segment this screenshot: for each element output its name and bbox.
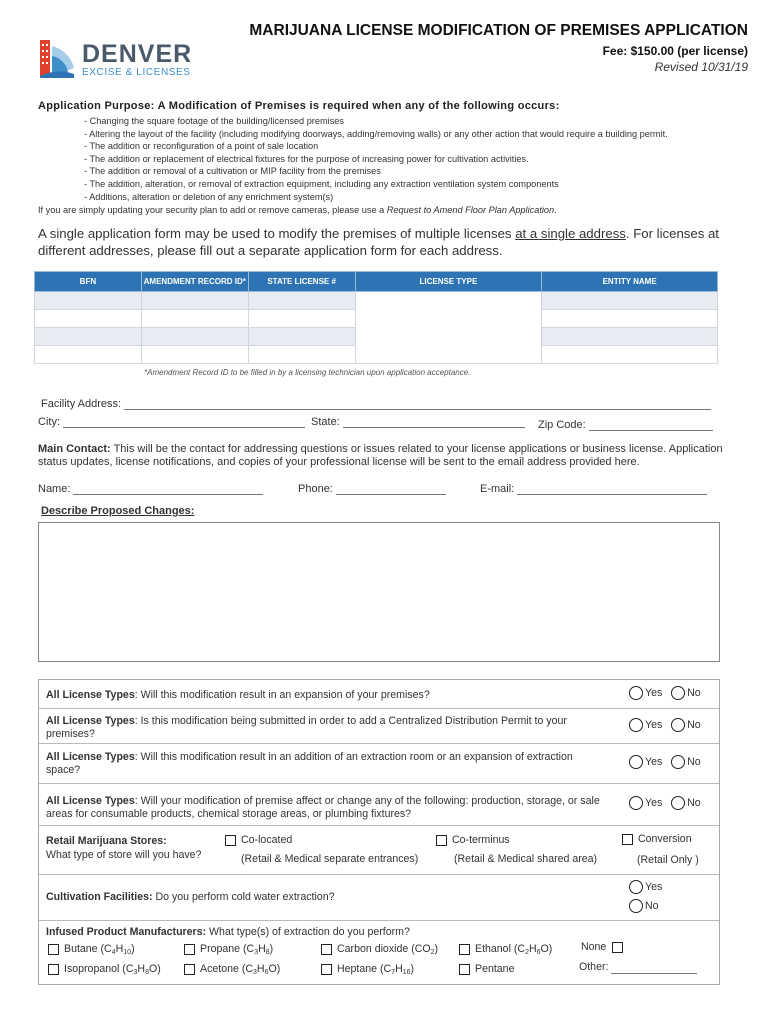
license-table — [34, 271, 718, 364]
fee-text: Fee: $150.00 (per license) — [602, 44, 748, 58]
question-label: All License Types — [46, 715, 135, 727]
facility-address-row — [41, 398, 711, 410]
yes-radio[interactable] — [629, 796, 643, 810]
state-license-cell[interactable] — [248, 310, 355, 328]
main-contact-body: This will be the contact for addressing questions or issues related to your license applications or business license. Application status updates, license notifications, and copies of your professional license will be sent to the email address provided here. — [38, 443, 723, 468]
revised-date: Revised 10/31/19 — [654, 60, 748, 74]
note-prefix: If you are simply updating your security plan to add or remove cameras, please use a — [38, 205, 387, 215]
no-radio[interactable] — [671, 755, 685, 769]
describe-changes-textarea[interactable] — [38, 522, 720, 662]
co2-checkbox[interactable] — [321, 944, 332, 955]
propane-label: Propane $(C_3H_8)$ — [200, 943, 274, 956]
propane-checkbox[interactable] — [184, 944, 195, 955]
entity-name-cell[interactable] — [542, 292, 718, 310]
note-suffix: . — [554, 205, 557, 215]
entity-name-cell[interactable] — [542, 346, 718, 364]
phone-row — [298, 483, 446, 495]
yes-label: Yes — [645, 796, 663, 809]
state-label: State: — [311, 416, 340, 428]
purpose-title: Application Purpose: A Modification of Premises is required when any of the following occurs: — [38, 100, 560, 112]
no-radio[interactable] — [671, 718, 685, 732]
retail-question: What type of store will you have? — [46, 849, 202, 861]
amendment-id-cell[interactable] — [141, 310, 248, 328]
question-production-storage — [39, 784, 719, 826]
acetone-checkbox[interactable] — [184, 964, 195, 975]
purpose-item: - The addition or replacement of electrical fixtures for the purpose of increasing power for cultivation activities. — [84, 153, 529, 164]
amendment-id-cell[interactable] — [141, 346, 248, 364]
amendment-id-cell[interactable] — [141, 292, 248, 310]
yes-label: Yes — [645, 686, 663, 699]
question-text: : Will this modification result in an addition of an extraction room or an expansion of extraction space? — [46, 751, 573, 776]
pentane-checkbox[interactable] — [459, 964, 470, 975]
yes-label: Yes — [645, 718, 663, 731]
email-row — [480, 483, 707, 495]
bfn-cell[interactable] — [35, 328, 142, 346]
retail-label: Retail Marijuana Stores: — [46, 835, 167, 847]
co-terminus-checkbox[interactable] — [436, 835, 447, 846]
describe-changes-label: Describe Proposed Changes: — [41, 505, 195, 517]
co2-label: Carbon dioxide $(CO_2)$ — [337, 943, 439, 956]
city-row — [38, 416, 305, 428]
email-field[interactable] — [517, 483, 707, 495]
yes-label: Yes — [645, 880, 663, 893]
ethanol-label: Ethanol $(C_2H_6O)$ — [475, 943, 553, 956]
license-table-header — [35, 272, 718, 292]
intro-part1: A single application form may be used to modify the premises of multiple licenses — [38, 226, 516, 241]
logo-subtitle: EXCISE & LICENSES — [82, 67, 191, 78]
question-extraction-room — [39, 744, 719, 784]
butane-checkbox[interactable] — [48, 944, 59, 955]
yes-no-group — [629, 755, 701, 769]
isopropanol-label: Isopropanol $(C_3H_8O)$ — [64, 963, 161, 976]
bfn-cell[interactable] — [35, 346, 142, 364]
cultivation-row — [39, 875, 719, 921]
heptane-label: Heptane $(C_7H_{16})$ — [337, 963, 415, 976]
city-label: City: — [38, 416, 60, 428]
no-label: No — [687, 796, 701, 809]
no-radio[interactable] — [671, 796, 685, 810]
city-field[interactable] — [63, 416, 305, 428]
table-row — [35, 292, 718, 310]
intro-part2: . For licenses at different addresses, please fill out a separate application form for each address. — [38, 226, 719, 258]
no-label: No — [687, 718, 701, 731]
yes-radio[interactable] — [629, 880, 643, 894]
question-label: All License Types — [46, 751, 135, 763]
cultivation-label: Cultivation Facilities: — [46, 891, 153, 903]
questions-table — [38, 679, 720, 985]
bfn-cell[interactable] — [35, 292, 142, 310]
entity-name-cell[interactable] — [542, 310, 718, 328]
security-plan-note — [38, 205, 557, 215]
other-field[interactable] — [611, 962, 697, 974]
butane-label: Butane $(C_4H_{10})$ — [64, 943, 135, 956]
yes-radio[interactable] — [629, 755, 643, 769]
co-terminus-label: Co-terminus — [452, 834, 510, 846]
retail-stores-row — [39, 826, 719, 875]
isopropanol-checkbox[interactable] — [48, 964, 59, 975]
phone-label: Phone: — [298, 483, 333, 495]
intro-text — [38, 226, 738, 259]
zip-row — [538, 419, 713, 431]
yes-no-group — [629, 686, 701, 700]
yes-no-group — [629, 796, 701, 810]
facility-address-label: Facility Address: — [41, 398, 122, 410]
state-license-cell[interactable] — [248, 292, 355, 310]
infused-label: Infused Product Manufacturers: — [46, 926, 207, 938]
no-radio[interactable] — [671, 686, 685, 700]
denver-logo-mark-icon — [38, 38, 76, 80]
license-type-cell[interactable] — [355, 292, 542, 364]
facility-address-field[interactable] — [124, 398, 711, 410]
amend-floor-plan-link[interactable]: Request to Amend Floor Plan Application — [386, 205, 555, 215]
col-header-amendment-id: AMENDMENT RECORD ID* — [141, 272, 248, 292]
amendment-id-cell[interactable] — [141, 328, 248, 346]
no-radio[interactable] — [629, 899, 643, 913]
no-label: No — [645, 899, 659, 912]
name-field[interactable] — [73, 483, 263, 495]
no-label: No — [687, 686, 701, 699]
co-located-checkbox[interactable] — [225, 835, 236, 846]
question-distribution-permit — [39, 709, 719, 744]
form-title: MARIJUANA LICENSE MODIFICATION OF PREMISES APPLICATION — [249, 22, 748, 39]
no-label: No — [687, 755, 701, 768]
pentane-label: Pentane — [475, 963, 515, 975]
question-label: All License Types — [46, 795, 135, 807]
co-terminus-sub: (Retail & Medical shared area) — [454, 853, 598, 865]
state-license-cell[interactable] — [248, 346, 355, 364]
denver-logo — [38, 38, 198, 80]
purpose-item: - Changing the square footage of the building/licensed premises — [84, 116, 344, 126]
none-checkbox[interactable] — [612, 942, 623, 953]
purpose-list — [84, 115, 668, 203]
purpose-item: - Altering the layout of the facility (including modifying doorways, adding/removing walls) or any other action that would require a building permit. — [84, 128, 668, 139]
intro-underlined: at a single address — [515, 226, 626, 241]
yes-radio[interactable] — [629, 686, 643, 700]
purpose-item: - The addition or removal of a cultivation or MIP facility from the premises — [84, 166, 381, 177]
conversion-label: Conversion — [638, 833, 692, 845]
name-row — [38, 483, 263, 495]
question-text: : Will this modification result in an expansion of your premises? — [134, 689, 430, 701]
cultivation-text: Do you perform cold water extraction? — [152, 891, 335, 903]
conversion-sub: (Retail Only ) — [637, 854, 699, 866]
zip-label: Zip Code: — [538, 419, 586, 431]
other-label: Other: — [579, 961, 609, 973]
yes-no-group — [629, 718, 701, 732]
logo-word: DENVER — [82, 40, 193, 68]
col-header-state-license: STATE LICENSE # — [248, 272, 355, 292]
state-row — [311, 416, 525, 428]
ethanol-checkbox[interactable] — [459, 944, 470, 955]
name-label: Name: — [38, 483, 71, 495]
acetone-label: Acetone $(C_3H_6O)$ — [200, 963, 281, 976]
purpose-item: - The addition or reconfiguration of a point of sale location — [84, 141, 319, 152]
entity-name-cell[interactable] — [542, 328, 718, 346]
table-footnote: *Amendment Record ID to be filled in by a licensing technician upon application acceptance. — [144, 368, 471, 377]
question-text: : Is this modification being submitted in order to add a Centralized Distribution Permit to your premises? — [46, 715, 567, 740]
main-contact-text — [38, 443, 738, 469]
question-expansion — [39, 680, 719, 709]
none-label: None — [581, 941, 607, 953]
state-license-cell[interactable] — [248, 328, 355, 346]
co-located-label: Co-located — [241, 834, 293, 846]
email-label: E-mail: — [480, 483, 515, 495]
heptane-checkbox[interactable] — [321, 964, 332, 975]
yes-radio[interactable] — [629, 718, 643, 732]
state-field[interactable] — [343, 416, 525, 428]
col-header-entity-name: ENTITY NAME — [542, 272, 718, 292]
phone-field[interactable] — [336, 483, 446, 495]
question-label: All License Types — [46, 689, 135, 701]
col-header-license-type: LICENSE TYPE — [355, 272, 542, 292]
infused-row — [39, 921, 719, 984]
infused-text: What type(s) of extraction do you perform? — [206, 926, 410, 938]
bfn-cell[interactable] — [35, 310, 142, 328]
purpose-item: - Additions, alteration or deletion of any enrichment system(s) — [84, 191, 334, 202]
col-header-bfn: BFN — [35, 272, 142, 292]
purpose-item: - The addition, alteration, or removal of extraction equipment, including any extraction ventilation system components — [84, 178, 559, 189]
co-located-sub: (Retail & Medical separate entrances) — [241, 853, 419, 865]
main-contact-label: Main Contact: — [38, 443, 111, 455]
yes-label: Yes — [645, 755, 663, 768]
zip-field[interactable] — [589, 419, 713, 431]
question-text: : Will your modification of premise affect or change any of the following: production, storage, or sale areas for consumable products, chemical storage areas, or plumbing fixtures? — [46, 795, 600, 820]
conversion-checkbox[interactable] — [622, 834, 633, 845]
